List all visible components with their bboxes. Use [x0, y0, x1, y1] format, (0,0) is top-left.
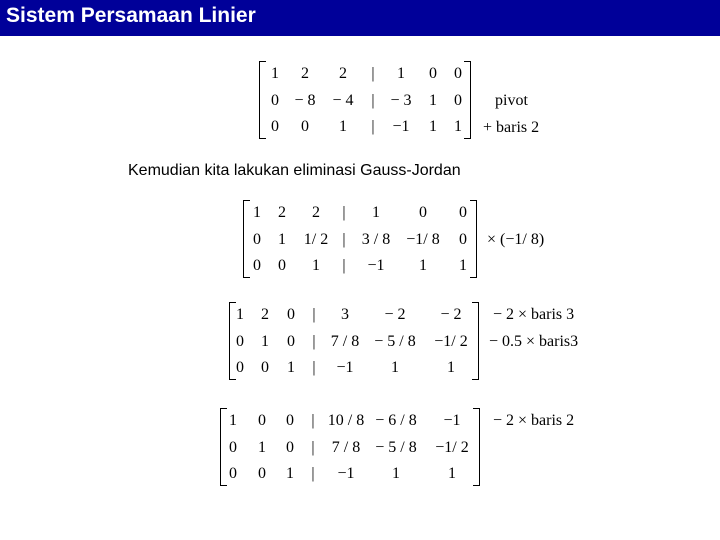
row-operation-note: − 0.5 × baris3 — [489, 333, 579, 350]
matrix-row — [229, 355, 479, 381]
matrix-2 — [243, 200, 477, 278]
augment-separator: | — [312, 306, 316, 323]
matrix-cell: 0 — [286, 439, 294, 456]
matrix-cell: − 5 / 8 — [374, 333, 416, 350]
matrix-cell: 1 — [372, 204, 380, 221]
matrix-cell: 1 — [419, 257, 427, 274]
matrix-cell: −1 — [337, 465, 355, 482]
matrix-cell: 0 — [459, 204, 467, 221]
matrix-cell: 2 — [339, 65, 347, 82]
matrix-cell: 1 — [261, 333, 269, 350]
matrix-cell: 1 — [447, 359, 455, 376]
matrix-cell: −1 — [392, 118, 410, 135]
matrix-cell: −1 — [367, 257, 385, 274]
augment-separator: | — [371, 118, 375, 135]
matrix-cell: 1 — [236, 306, 244, 323]
matrix-cell: − 3 — [390, 92, 412, 109]
matrix-row — [229, 329, 479, 355]
matrix-cell: 1 — [258, 439, 266, 456]
row-operation-note: × (−1/ 8) — [487, 231, 545, 248]
matrix-row — [243, 200, 477, 226]
matrix-cell: 7 / 8 — [331, 439, 361, 456]
augment-separator: | — [311, 412, 315, 429]
matrix-cell: −1/ 2 — [435, 439, 469, 456]
matrix-cell: 7 / 8 — [330, 333, 360, 350]
matrix-row — [220, 435, 480, 461]
matrix-cell: 1 — [397, 65, 405, 82]
row-operation-note: − 2 × baris 3 — [493, 306, 575, 323]
matrix-cell: 0 — [454, 65, 462, 82]
matrix-cell: 0 — [229, 439, 237, 456]
matrix-row — [259, 88, 471, 114]
augment-separator: | — [371, 65, 375, 82]
matrix-cell: 0 — [271, 118, 279, 135]
matrix-3 — [229, 302, 479, 380]
matrix-row — [220, 408, 480, 434]
matrix-cell: 2 — [261, 306, 269, 323]
matrix-cell: − 2 — [384, 306, 406, 323]
matrix-cell: 1 — [429, 92, 437, 109]
matrix-cell: 0 — [419, 204, 427, 221]
matrix-cell: 0 — [287, 333, 295, 350]
matrix-cell: 1 — [253, 204, 261, 221]
matrix-cell: 1 — [312, 257, 320, 274]
matrix-cell: 0 — [301, 118, 309, 135]
matrix-cell: −1 — [443, 412, 461, 429]
matrix-cell: 0 — [429, 65, 437, 82]
matrix-cell: 0 — [258, 412, 266, 429]
augment-separator: | — [311, 439, 315, 456]
matrix-cell: 1 — [454, 118, 462, 135]
augment-separator: | — [342, 231, 346, 248]
matrix-cell: 1 — [278, 231, 286, 248]
matrix-cell: 0 — [287, 306, 295, 323]
title-bar — [0, 0, 720, 36]
matrix-cell: 10 / 8 — [327, 412, 365, 429]
row-operation-note: + baris 2 — [483, 119, 540, 136]
augment-separator: | — [342, 257, 346, 274]
matrix-row — [243, 227, 477, 253]
matrix-cell: 0 — [454, 92, 462, 109]
matrix-row — [243, 253, 477, 279]
matrix-cell: 0 — [236, 333, 244, 350]
matrix-cell: 1 — [339, 118, 347, 135]
matrix-cell: 1 — [459, 257, 467, 274]
matrix-cell: 0 — [459, 231, 467, 248]
matrix-cell: 2 — [278, 204, 286, 221]
matrix-cell: 0 — [286, 412, 294, 429]
matrix-row — [259, 114, 471, 140]
slide-title: Sistem Persamaan Linier — [6, 4, 256, 27]
matrix-cell: 1 — [286, 465, 294, 482]
matrix-cell: − 5 / 8 — [375, 439, 417, 456]
matrix-row — [259, 61, 471, 87]
matrix-cell: 2 — [301, 65, 309, 82]
matrix-cell: 3 — [341, 306, 349, 323]
matrix-cell: 0 — [278, 257, 286, 274]
matrix-cell: 0 — [229, 465, 237, 482]
matrix-4 — [220, 408, 480, 486]
matrix-cell: 0 — [258, 465, 266, 482]
matrix-cell: − 4 — [332, 92, 354, 109]
row-operation-note: − 2 × baris 2 — [493, 412, 575, 429]
matrix-cell: 1 — [271, 65, 279, 82]
matrix-cell: −1/ 8 — [406, 231, 440, 248]
matrix-cell: 1 — [287, 359, 295, 376]
matrix-cell: 1 — [429, 118, 437, 135]
augment-separator: | — [342, 204, 346, 221]
augment-separator: | — [311, 465, 315, 482]
matrix-cell: −1 — [336, 359, 354, 376]
matrix-cell: 0 — [261, 359, 269, 376]
matrix-cell: 1 — [391, 359, 399, 376]
augment-separator: | — [312, 333, 316, 350]
matrix-cell: 1 — [448, 465, 456, 482]
matrix-cell: 0 — [271, 92, 279, 109]
caption-text: Kemudian kita lakukan eliminasi Gauss-Jordan — [128, 162, 461, 179]
matrix-cell: 3 / 8 — [361, 231, 391, 248]
matrix-cell: − 2 — [440, 306, 462, 323]
matrix-row — [229, 302, 479, 328]
matrix-cell: 0 — [253, 231, 261, 248]
matrix-cell: 0 — [236, 359, 244, 376]
matrix-cell: − 6 / 8 — [375, 412, 417, 429]
matrix-cell: 1/ 2 — [303, 231, 329, 248]
augment-separator: | — [371, 92, 375, 109]
matrix-cell: 0 — [253, 257, 261, 274]
row-operation-note: pivot — [495, 92, 528, 109]
matrix-cell: 1 — [392, 465, 400, 482]
matrix-cell: − 8 — [294, 92, 316, 109]
matrix-row — [220, 461, 480, 487]
matrix-cell: 2 — [312, 204, 320, 221]
augment-separator: | — [312, 359, 316, 376]
matrix-1 — [259, 61, 471, 139]
matrix-cell: −1/ 2 — [434, 333, 468, 350]
matrix-cell: 1 — [229, 412, 237, 429]
